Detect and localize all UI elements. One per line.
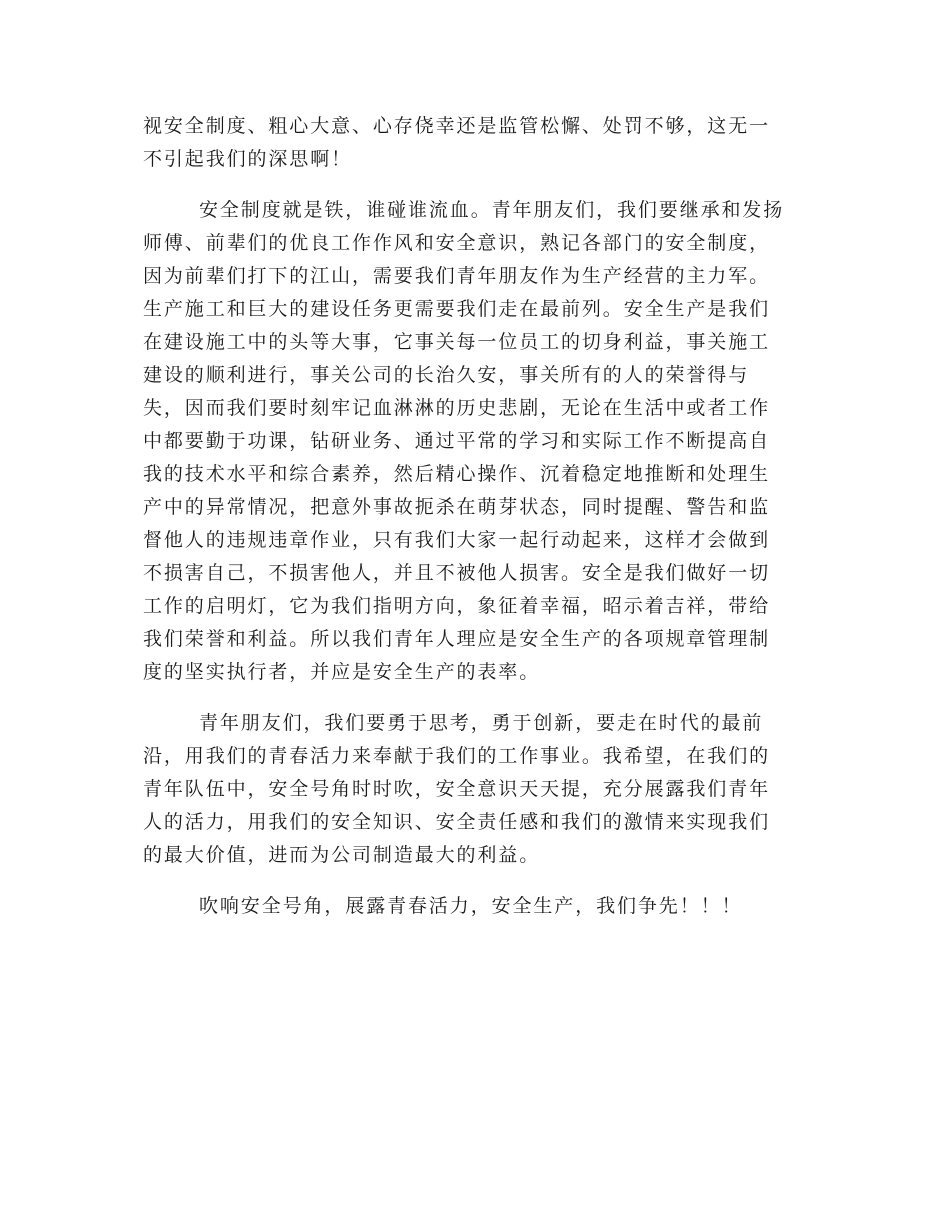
paragraph-2 bbox=[143, 194, 803, 689]
text-line: 师傅、前辈们的优良工作作风和安全意识，熟记各部门的安全制度， bbox=[143, 232, 771, 254]
document-body bbox=[143, 110, 803, 923]
text-line: 中都要勤于功课，钻研业务、通过平常的学习和实际工作不断提高自 bbox=[143, 430, 771, 452]
text-line: 度的坚实执行者，并应是安全生产的表率。 bbox=[143, 661, 541, 683]
text-line: 在建设施工中的头等大事，它事关每一位员工的切身利益，事关施工 bbox=[143, 331, 771, 353]
text-line: 不损害自己，不损害他人，并且不被他人损害。安全是我们做好一切 bbox=[143, 562, 771, 584]
text-line: 沿，用我们的青春活力来奉献于我们的工作事业。我希望，在我们的 bbox=[143, 745, 771, 767]
text-line: 的最大价值，进而为公司制造最大的利益。 bbox=[143, 844, 541, 866]
paragraph-1 bbox=[143, 110, 803, 176]
text-line: 我们荣誉和利益。所以我们青年人理应是安全生产的各项规章管理制 bbox=[143, 628, 771, 650]
text-line: 人的活力，用我们的安全知识、安全责任感和我们的激情来实现我们 bbox=[143, 811, 771, 833]
text-line: 因为前辈们打下的江山，需要我们青年朋友作为生产经营的主力军。 bbox=[143, 265, 771, 287]
text-line: 工作的启明灯，它为我们指明方向，象征着幸福，昭示着吉祥，带给 bbox=[143, 595, 771, 617]
paragraph-spacer bbox=[143, 872, 803, 890]
paragraph-4 bbox=[143, 890, 803, 923]
text-line: 青年朋友们，我们要勇于思考，勇于创新，要走在时代的最前 bbox=[199, 712, 764, 734]
text-line: 督他人的违规违章作业，只有我们大家一起行动起来，这样才会做到 bbox=[143, 529, 771, 551]
text-line: 青年队伍中，安全号角时时吹，安全意识天天提，充分展露我们青年 bbox=[143, 778, 771, 800]
text-line: 不引起我们的深思啊！ bbox=[143, 148, 353, 170]
text-line: 吹响安全号角，展露青春活力，安全生产，我们争先！！！ bbox=[199, 895, 743, 917]
paragraph-3 bbox=[143, 707, 803, 872]
text-line: 视安全制度、粗心大意、心存侥幸还是监管松懈、处罚不够，这无一 bbox=[143, 115, 771, 137]
paragraph-spacer bbox=[143, 689, 803, 707]
text-line: 我的技术水平和综合素养，然后精心操作、沉着稳定地推断和处理生 bbox=[143, 463, 771, 485]
text-line: 安全制度就是铁，谁碰谁流血。青年朋友们，我们要继承和发扬 bbox=[199, 199, 785, 221]
paragraph-spacer bbox=[143, 176, 803, 194]
text-line: 产中的异常情况，把意外事故扼杀在萌芽状态，同时提醒、警告和监 bbox=[143, 496, 771, 518]
text-line: 建设的顺利进行，事关公司的长治久安，事关所有的人的荣誉得与 bbox=[143, 364, 750, 386]
text-line: 生产施工和巨大的建设任务更需要我们走在最前列。安全生产是我们 bbox=[143, 298, 771, 320]
text-line: 失，因而我们要时刻牢记血淋淋的历史悲剧，无论在生活中或者工作 bbox=[143, 397, 771, 419]
